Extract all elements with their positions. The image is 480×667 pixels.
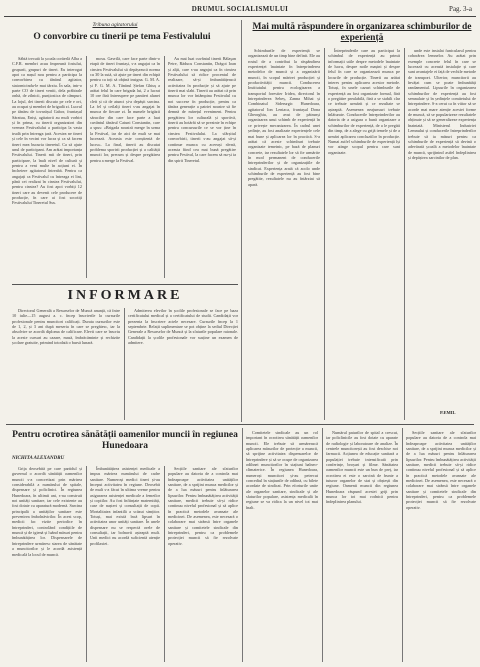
column-divider [242,428,243,662]
article2-column-1 [248,48,320,420]
article3-col5-text: Numărul paturilor de spital a crescut, iar policlinicile au fost dotate cu aparate de radiologie și laboratoare de analize. În centrele muncitorești au fost deschise noi farmacii. Acțiunea de educație sanitară a populației trebuie intensificată prin conferințe, broșuri și filme. Sănătatea oamenilor muncii este un bun de preț, iar ocrotirea ei este o sarcină de frunte a tuturor organelor de stat și obștești din regiune. Oamenii muncii din regiunea Hunedoara răspund acestei griji prin munca lor tot mai rodnică pentru îndeplinirea planului. [326,430,398,505]
article3-column-6 [406,430,476,662]
article3-byline: NICHITA ALEXANDRU [12,456,65,461]
article3-column-5 [326,430,398,662]
column-divider [404,48,405,420]
article2-col1-text: Schimburile de experiență se organizează de un timp bine definit. Ele au rostul de a contribui la răspândirea experienței înaintate în întreprinderea metodelor de muncă și a organizării muncii, în scopul mărirei producției și productivității muncii. Conducerea Institutului pentru ecologizarea a transportul forestier Iridea, directorul în întreprinderea Sebeș, Zanna Mihai și Combinatul Siderurgic Hunedoara, agitatorul Ion Leniaca, fruntașul Dona Gheorghiu, au avut de pătrunși organizarea unui schimb de experiență în ce privește mecanizarea. În cadrul unei ședințe, au fost analizate experiențele cele mai bune și aplicarea lor în practică. S-a arătat că aceste schimburi trebuie organizate temeinic, pe bază de planuri concrete, iar rezultatele lor să fie urmărite în mod permanent de conducerile întreprinderilor și de organizațiile de sindicat. Experiența arată că acolo unde schimburile de experiență au fost bine pregătite, rezultatele nu au întârziat să apară. [248,48,320,187]
column-divider [86,466,87,662]
informare-column-2 [128,308,238,420]
article3-col6-text: Secțiile sanitare ale sfaturilor populare au datoria de a controla mai îndeaproape activitatea unităților sanitare, de a sprijini munca medicilor și de a lua măsuri pentru înlăturarea lipsurilor. Pentru îmbunătățirea activității sanitare, medicii trebuie să-și ridice continuu nivelul profesional și să aplice în practică metodele avansate ale medicinei. De asemenea, este necesară o colaborare mai strânsă între organele sanitare și comitetele sindicale din întreprinderi, pentru ca problemele protecției muncii să fie rezolvate operativ. [406,430,476,510]
newspaper-title: DRUMUL SOCIALISMULUI [191,5,289,13]
page-number: Pag. 3-a [449,5,472,13]
article1-col3-text: Au mai luat cuvântul tinerii Bălaşan Petre, Răducu Constantin, Drăgoi Ioan și alții, care s-au angajat ca în cinstea Festivalului să ridice procentul de realizare, să-și îmbunătățească activitatea în producție și să ajute pe tinerii mai slabi. Tinerii au arătat că prin munca lor vor întâmpina Festivalul cu noi succese în producție, pentru ca tânăra generație a patriei noastre să fie demnă de mărețul eveniment. Pentru pregătirea lor culturală și sportivă, tinerii au hotărât să se prezinte în echipe pentru concursurile ce se vor ține în cinstea Festivalului. La sfârșitul convorbirii, tinerii s-au angajat să-și continue munca cu aceeași râvnă, aceasta fiind cea mai bună pregătire pentru Festival, la care facem să nu-și ia din spirit Tineretul. [168,56,236,163]
section-rule [12,284,238,285]
column-divider [124,308,125,420]
article3-col4-text: Comitetele sindicale au un rol important în ocrotirea sănătății oamenilor muncii. Ele trebuie să urmărească aplicarea măsurilor de protecție a muncii, să sprijine activitatea dispensarelor de întreprindere și să se ocupe de organizarea odihnei muncitorilor în stațiuni balneo-climaterice. În regiunea Hunedoara, numeroși muncitori și-au petrecut concediul în stațiunile de odihnă, cu bilete acordate de sindicat. Prin eforturile unite ale organelor sanitare, sindicale și ale sfaturilor populare, asistența medicală în regiune se va ridica la un nivel tot mai înalt. [246,430,318,510]
informare-column-1 [12,308,120,420]
article1-kicker: Tribuna agitatorului [92,22,138,28]
article3-col3-text: Secțiile sanitare ale sfaturilor populare au datoria de a controla mai îndeaproape activitatea unităților sanitare, de a sprijini munca medicilor și de a lua măsuri pentru înlăturarea lipsurilor. Pentru îmbunătățirea activității sanitare, medicii trebuie să-și ridice continuu nivelul profesional și să aplice în practică metodele avansate ale medicinei. De asemenea, este necesară o colaborare mai strânsă între organele sanitare și comitetele sindicale din întreprinderi, pentru ca problemele protecției muncii să fie rezolvate operativ. [168,466,238,546]
column-divider [324,48,325,420]
page-header [4,4,476,17]
section-rule [6,424,474,425]
informare-col1-text: Directorul Generală a Resurselor de Muncă anunță, că între 10 iulie—15 august a. c. încep înscrierile la cursurile profesionale pentru muncitori calificați. Durata cursurilor este de 1, 2, și 3 ani după meseria în care se pregătesc, iar la absolvire se acordă diploma de calificare. Elevii care se înscriu la aceste cursuri au cazare, masă, îmbrăcăminte și rechizite școlare gratuite, primind totodată o bursă lunară. [12,308,120,346]
column-divider [402,428,403,662]
article1-headline: O convorbire cu tinerii pe tema Festivalului [33,32,211,42]
article2-headline: Mai multă răspundere în organizarea schimburilor de experiență [252,22,472,43]
article1-column-3 [168,56,236,278]
article3-column-3 [168,466,238,662]
article3-column-4 [246,430,318,662]
article3-column-2 [90,466,160,662]
column-divider [164,466,165,662]
article3-column-1 [12,466,82,662]
article2-column-3 [408,48,476,406]
article2-col2-text: Întreprinderile care au participat la schimbul de experiență au primit informații utile despre metodele înaintate de lucru, despre noile mașini și despre felul în care se organizează munca pe locurile de producție. Tinerii au arătat interes pentru aplicarea acestor metode. Totuși, în unele cazuri schimburile de experiență au fost organizate formal, fără o pregătire prealabilă, fără a se stabili clar ce trebuie urmărit și ce rezultate se așteaptă. Asemenea neajunsuri trebuie înlăturate. Conducerile întreprinderilor au datoria de a asigura o bună organizare a schimburilor de experiență, de a le pregăti din timp, de a alege cu grijă temele și de a urmări aplicarea concluziilor în producție. Numai astfel schimburile de experiență își vor atinge scopul pentru care sunt organizate. [328,48,400,155]
article1-col2-text: mosu. Gavrilă, care face parte dintr-o etapă de tineri fruntași, s-a angajat ca în cinstea Festivalului să depășească norma cu 30 la sută, să ajute pe tineri din echipă pentru ca toți să obțină insigna. G. M. A. și F. G. M. A. Tânărul Ștefan Ghiuș a arătat felul în care brigada lui, 2 a lucrat 10 ore fără întrerupere pe pantieri alunei cleit și că de atunci și-a depășit sarcina. La fel și ceilalți tineri s-au angajat în munca de fiecare zi. În numele brigăzii săracilor din care face parte a luat cuvântul tânărul Caiuni Constantin, care a spus: «Brigada noastră merge în urma la Festival, iar de aici de mult se mai lucrează. Aceasta este conștientă de lucru». La final, tinerii au discutat problema sporirii producției și a calității muncii lor, precum și despre pregătirea pentru a merge la Festival. [90,56,160,163]
column-divider [322,428,323,662]
article2-signature: P.EMIL [440,410,456,415]
article3-col1-text: Grija deosebită pe care partidul și guvernul o acordă sănătății oamenilor muncii s-a concretizat prin mărirea considerabilă a numărului de spitale, dispensare și policlinici. În regiunea Hunedoara, în ultimii ani, s-au construit noi unități sanitare, iar cele existente au fost dotate cu aparatură modernă. Sarcina principală a unităților sanitare este prevenirea îmbolnăvirilor. În acest scop, medicii fac vizite periodice în întreprinderi, controlând condițiile de muncă și de igienă și luând măsuri pentru îmbunătățirea lor. Dispensarele de întreprindere urmăresc starea de sănătate a muncitorilor și le acordă asistență medicală la locul de muncă. [12,466,82,557]
article2-col3-text: unde este instalat funicularul pentru coborârea lemnelor. Au arătat prin exemple concrete felul în care se lucrează cu această instalație și care sunt avantajele ei față de vechile metode de transport. Ulterior, muncitorii au învățat cum se poate îmbunătăți randamentul. Lipsurile în organizarea schimburilor de experiență au fost semnalate și în ședințele comitetului de întreprindere. S-a cerut ca în viitor să se acorde mai mare atenție acestei forme de muncă, să se popularizeze rezultatele obținute și să se generalizeze experiența înaintată. Ministerul Industriei Lemnului și conducerile întreprinderilor trebuie să ia măsuri pentru ca schimburile de experiență să devină o adevărată școală a metodelor înaintate de muncă, sprijinind astfel îndeplinirea și depășirea sarcinilor de plan. [408,48,476,160]
column-divider [86,56,87,278]
informare-col2-text: Admiterea elevilor în școlile profesionale se face pe baza certificatului medical și a certificatului de studii. Candidații vor prezenta la înscriere actele necesare. Cursurile încep la 1 septembrie. Relații suplimentare se pot obține la sediul Direcției Generale a Resurselor de Muncă și la sfaturile populare raionale. Candidații la școlile profesionale vor susține un examen de admitere. [128,308,238,346]
article1-column-1 [12,56,82,278]
article2-column-2 [328,48,400,420]
article1-col1-text: Săbtă trecută la școala corăerlă Alba a C.F.R. membri acuu împreună fostului, grupurii, grupuri de tineri. Eu interogat apoi ca nașul nou pentru a participa la convorbirea cu tânărul agitator, statornicindu-le mai târziu. În sala, intr-o parte CO de tineri veniti, dela prăbirale onhă, de zilnicii, punțiostica de câmpuri. La lojul, dei tinerii discuto pe cele e ori, au ocupat și membri de brigadă zi. Lucrul pe tânăru de tovarășul Gabor, fruntașul Săratuu, Eniși, agitatorii au mult vorbiri și în prima, cu tinerii organizatori din vremea Festivalului a participa la vasta trudă prin întreaga țară. Acestea ne tineri și cele în vecini vor lucra și ca să facem tineri mea bucuria tineretul. Ca să ajute unul de participant. Am arătat importanța Festivalului. Tinerii mii de tineri, prin participare, la înalt nivel de cultură și pentru a veni multe în acțiuni ei. În încheiere agitatorul întreabă. Pentru ca angajați ca Festivalul cu întreaga ei lini, până cei realizat în cinstea Festivalului, pentru cinstea? Au fost apoi vorbiți 12 tineri care au devenit cele producere de producție, în care ai fost socotiți Festivalului Tineretul Sus. [12,56,82,206]
article3-col2-text: Îmbunătățirea asistenței medicale a impus mărirea numărului de cadre sanitare. Numeroși medici tineri și-au început activitatea în regiune. Deosebit de mult s-a făcut în ultima vreme pentru asigurarea asistenței medicale a femeilor și copiilor. Au fost înființate maternități, case de nașteri și consultații de copii. Mortalitatea infantilă a scăzut simțitor. Totuși, mai există încă lipsuri în activitatea unor unități sanitare. În unele dispensare nu se respectă orele de consultații, iar bolnavii așteaptă mult. Unii medici nu acordă suficientă atenție profilaxiei. [90,466,160,546]
article3-headline: Pentru ocrotirea sănătății oamenilor muncii în regiunea Hunedoara [12,430,238,451]
column-divider [164,56,165,278]
informare-headline: INFORMARE [67,288,183,303]
article1-column-2 [90,56,160,278]
main-divider [241,20,242,422]
